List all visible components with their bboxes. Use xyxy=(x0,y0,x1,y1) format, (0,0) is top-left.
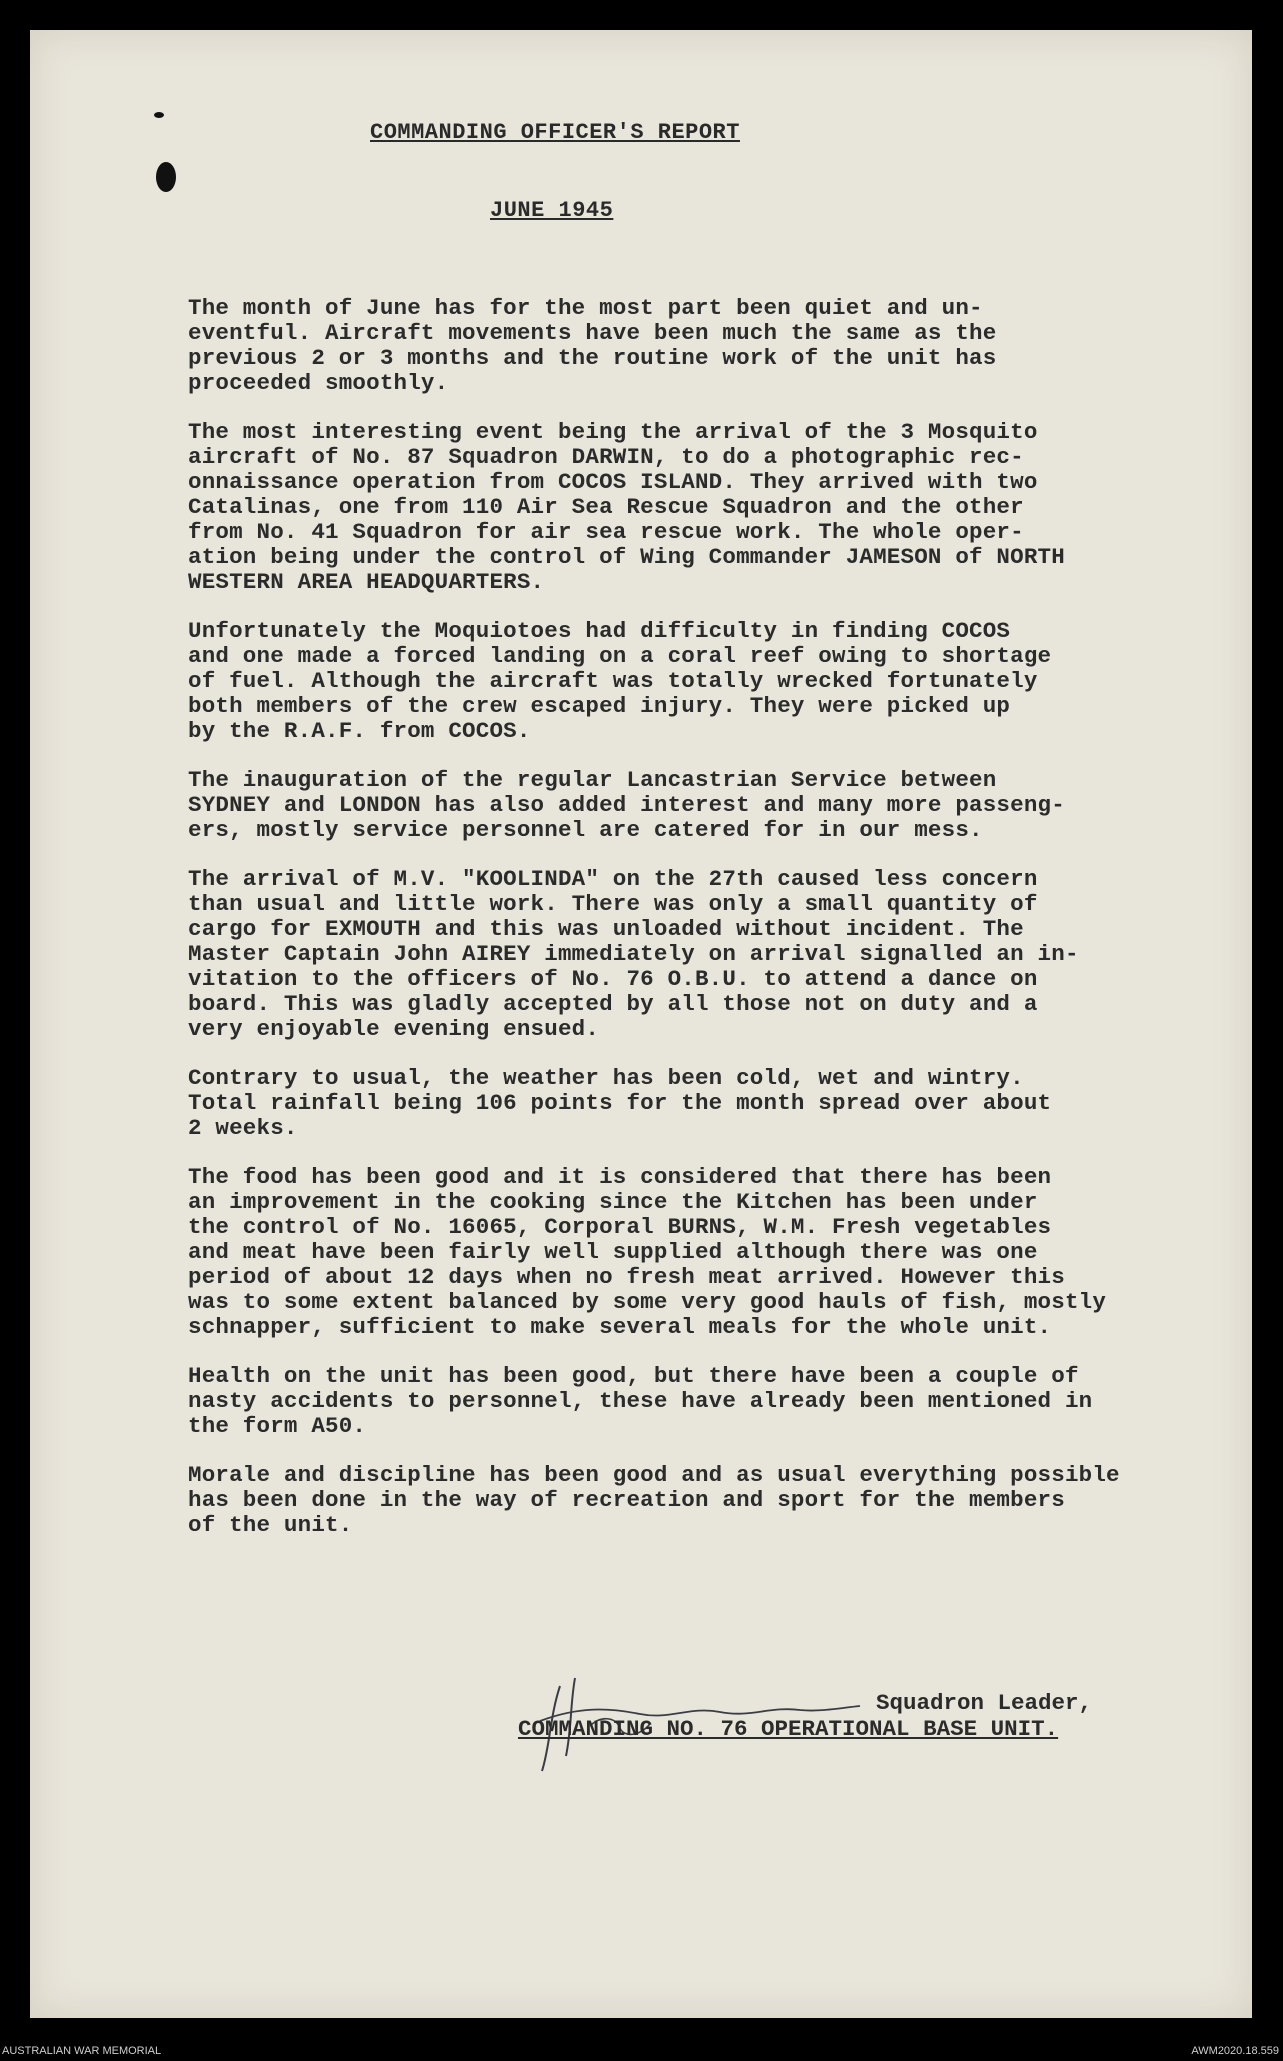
ink-blot xyxy=(156,162,176,192)
paragraph: The food has been good and it is considered that there has been an improvement in the cooking since the Kitchen has been under the control of No. 16065, Corporal BURNS, W.M. Fresh vegetables and meat have been fairly well supplied although there was one period of about 12 days when no fresh meat arrived. However this was to some extent balanced by some very good hauls of fish, mostly schnapper, sufficient to make several meals for the whole unit. xyxy=(188,1164,1107,1340)
document-page xyxy=(30,30,1252,2018)
paragraph: Unfortunately the Moquiotoes had difficulty in finding COCOS and one made a forced landing on a coral reef owing to shortage of fuel. Although the aircraft was totally wrecked fortunately both members of the crew escaped injury. They were picked up by the R.A.F. from COCOS. xyxy=(188,618,1052,744)
signature-unit: COMMANDING NO. 76 OPERATIONAL BASE UNIT. xyxy=(518,1716,1059,1742)
report-body xyxy=(188,296,1238,1562)
footer-source: AUSTRALIAN WAR MEMORIAL xyxy=(2,2045,162,2057)
paragraph: The inauguration of the regular Lancastrian Service between SYDNEY and LONDON has also added interest and many more passeng- ers, mostly service personnel are catered for in our mess. xyxy=(188,767,1065,843)
report-title: COMMANDING OFFICER'S REPORT xyxy=(370,120,740,145)
paragraph: The arrival of M.V. "KOOLINDA" on the 27th caused less concern than usual and little work. There was only a small quantity of cargo for EXMOUTH and this was unloaded without incident. The Master Captain John AIREY immediately on arrival signalled an in- vitation to the officers of No. 76 O.B.U. to attend a dance on board. This was gladly accepted by all those not on duty and a very enjoyable evening ensued. xyxy=(188,866,1079,1042)
ink-speck xyxy=(154,112,164,118)
report-date: JUNE 1945 xyxy=(490,198,614,223)
paragraph: Morale and discipline has been good and as usual everything possible has been done in the way of recreation and sport for the members of the unit. xyxy=(188,1462,1120,1538)
signature-rank: Squadron Leader, xyxy=(876,1690,1093,1716)
paragraph: The most interesting event being the arrival of the 3 Mosquito aircraft of No. 87 Squadron DARWIN, to do a photographic rec- onnaissance operation from COCOS ISLAND. They arrived with two Catalinas, one from 110 Air Sea Rescue Squadron and the other from No. 41 Squadron for air sea rescue work. The whole oper- ation being under the control of Wing Commander JAMESON of NORTH WESTERN AREA HEADQUARTERS. xyxy=(188,419,1065,595)
paragraph: The month of June has for the most part been quiet and un- eventful. Aircraft movements have been much the same as the previous 2 or 3 months and the routine work of the unit has proceeded smoothly. xyxy=(188,295,997,396)
paragraph: Health on the unit has been good, but there have been a couple of nasty accidents to personnel, these have already been mentioned in the form A50. xyxy=(188,1363,1093,1439)
footer-accession-number: AWM2020.18.559 xyxy=(1191,2045,1279,2057)
paragraph: Contrary to usual, the weather has been cold, wet and wintry. Total rainfall being 106 points for the month spread over about 2 weeks. xyxy=(188,1065,1052,1141)
